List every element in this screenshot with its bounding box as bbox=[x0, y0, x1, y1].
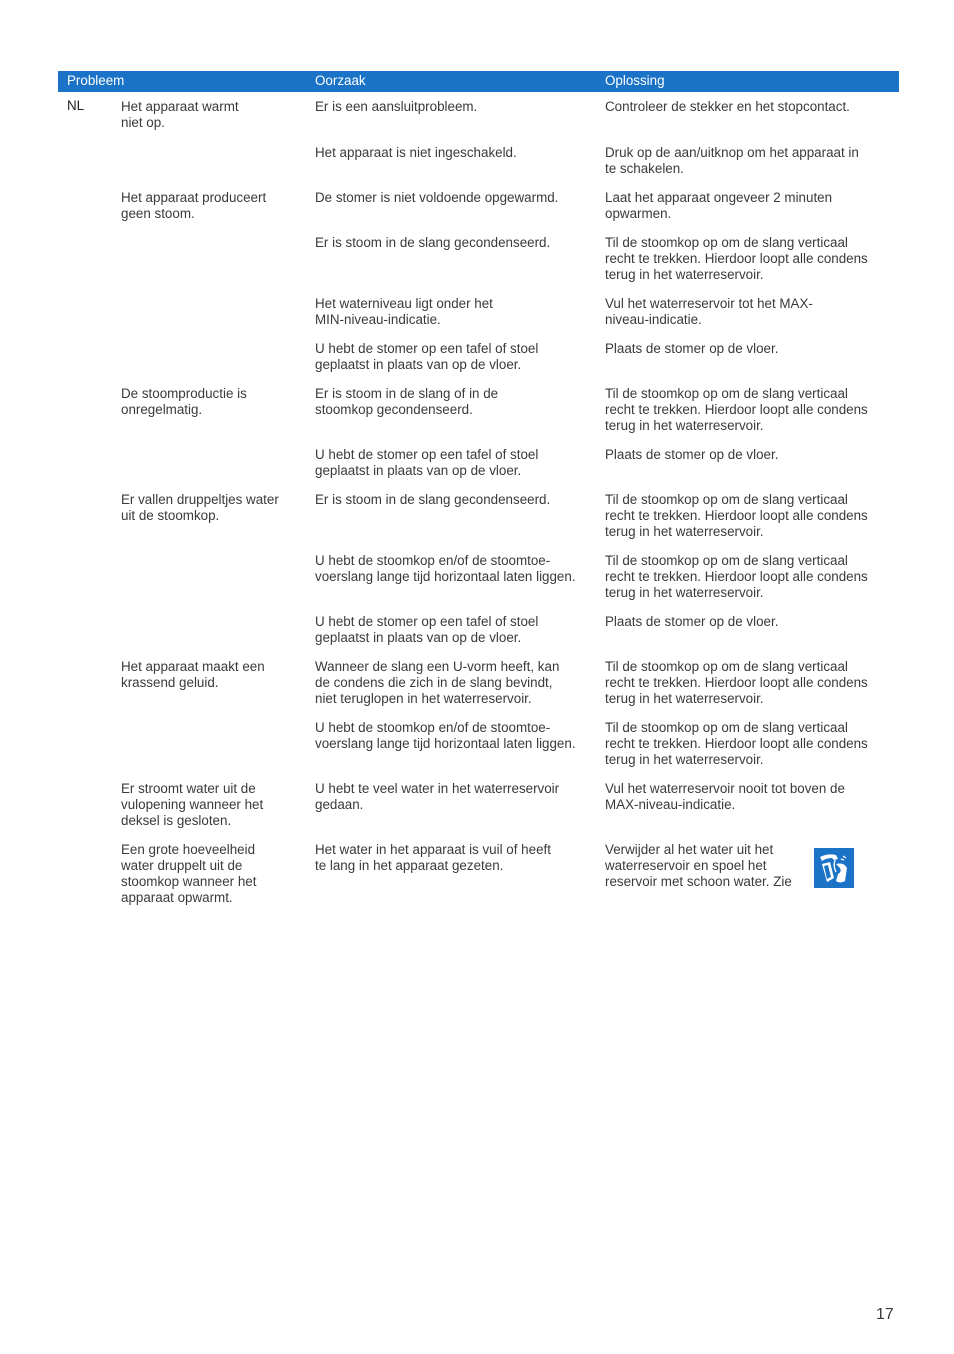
problem-cell: Een grote hoeveelheid water druppelt uit de stoomkop wanneer het apparaat opwarmt. bbox=[121, 842, 257, 905]
solution-cell: Til de stoomkop op om de slang verticaal recht te trekken. Hierdoor loopt alle condens terug in het waterreservoir. bbox=[605, 386, 868, 433]
cause-cell: U hebt de stomer op een tafel of stoel geplaatst in plaats van op de vloer. bbox=[315, 447, 539, 478]
cause-cell: U hebt de stoomkop en/of de stoomtoe- voerslang lange tijd horizontaal laten liggen. bbox=[315, 720, 576, 751]
cause-cell: Er is stoom in de slang gecondenseerd. bbox=[315, 235, 551, 250]
problem-cell: De stoomproductie is onregelmatig. bbox=[121, 386, 247, 417]
problem-cell: Het apparaat warmt niet op. bbox=[121, 99, 239, 130]
cause-cell: Het water in het apparaat is vuil of heeft te lang in het apparaat gezeten. bbox=[315, 842, 551, 873]
cause-cell: De stomer is niet voldoende opgewarmd. bbox=[315, 190, 559, 205]
solution-cell: Til de stoomkop op om de slang verticaal recht te trekken. Hierdoor loopt alle condens terug in het waterreservoir. bbox=[605, 553, 868, 600]
header-solution: Oplossing bbox=[605, 73, 665, 88]
language-tab: NL bbox=[67, 98, 85, 113]
problem-cell: Het apparaat produceert geen stoom. bbox=[121, 190, 267, 221]
cause-cell: U hebt de stoomkop en/of de stoomtoe- voerslang lange tijd horizontaal laten liggen. bbox=[315, 553, 576, 584]
solution-cell: Til de stoomkop op om de slang verticaal recht te trekken. Hierdoor loopt alle condens terug in het waterreservoir. bbox=[605, 235, 868, 282]
cause-cell: U hebt te veel water in het waterreservoir gedaan. bbox=[315, 781, 560, 812]
problem-cell: Er stroomt water uit de vulopening wanneer het deksel is gesloten. bbox=[121, 781, 264, 828]
cause-cell: Er is een aansluitprobleem. bbox=[315, 99, 478, 114]
cause-cell: U hebt de stomer op een tafel of stoel geplaatst in plaats van op de vloer. bbox=[315, 614, 539, 645]
cause-cell: Het waterniveau ligt onder het MIN-niveau-indicatie. bbox=[315, 296, 493, 327]
cause-cell: Het apparaat is niet ingeschakeld. bbox=[315, 145, 517, 160]
cause-cell: U hebt de stomer op een tafel of stoel geplaatst in plaats van op de vloer. bbox=[315, 341, 539, 372]
solution-cell: Til de stoomkop op om de slang verticaal recht te trekken. Hierdoor loopt alle condens terug in het waterreservoir. bbox=[605, 659, 868, 706]
solution-cell: Controleer de stekker en het stopcontact. bbox=[605, 99, 850, 114]
solution-cell: Til de stoomkop op om de slang verticaal recht te trekken. Hierdoor loopt alle condens terug in het waterreservoir. bbox=[605, 720, 868, 767]
solution-cell: Druk op de aan/uitknop om het apparaat in te schakelen. bbox=[605, 145, 859, 176]
solution-cell: Vul het waterreservoir nooit tot boven de MAX-niveau-indicatie. bbox=[605, 781, 845, 812]
header-cause: Oorzaak bbox=[315, 73, 366, 88]
solution-cell: Plaats de stomer op de vloer. bbox=[605, 447, 779, 462]
problem-cell: Er vallen druppeltjes water uit de stoomkop. bbox=[121, 492, 279, 523]
solution-cell: Plaats de stomer op de vloer. bbox=[605, 614, 779, 629]
header-problem: Probleem bbox=[67, 73, 125, 88]
solution-cell: Plaats de stomer op de vloer. bbox=[605, 341, 779, 356]
page-number: 17 bbox=[876, 1306, 894, 1323]
solution-cell: Vul het waterreservoir tot het MAX- niveau-indicatie. bbox=[605, 296, 813, 327]
rinse-reservoir-icon bbox=[814, 848, 854, 888]
cause-cell: Wanneer de slang een U-vorm heeft, kan de condens die zich in de slang bevindt, niet teruglopen in het waterreservoir. bbox=[315, 659, 560, 706]
cause-cell: Er is stoom in de slang gecondenseerd. bbox=[315, 492, 551, 507]
solution-cell: Verwijder al het water uit het waterreservoir en spoel het reservoir met schoon water. Zie bbox=[605, 842, 792, 889]
solution-cell: Til de stoomkop op om de slang verticaal recht te trekken. Hierdoor loopt alle condens terug in het waterreservoir. bbox=[605, 492, 868, 539]
solution-cell: Laat het apparaat ongeveer 2 minuten opwarmen. bbox=[605, 190, 833, 221]
table-header bbox=[58, 71, 899, 92]
problem-cell: Het apparaat maakt een krassend geluid. bbox=[121, 659, 265, 690]
cause-cell: Er is stoom in de slang of in de stoomkop gecondenseerd. bbox=[315, 386, 499, 417]
